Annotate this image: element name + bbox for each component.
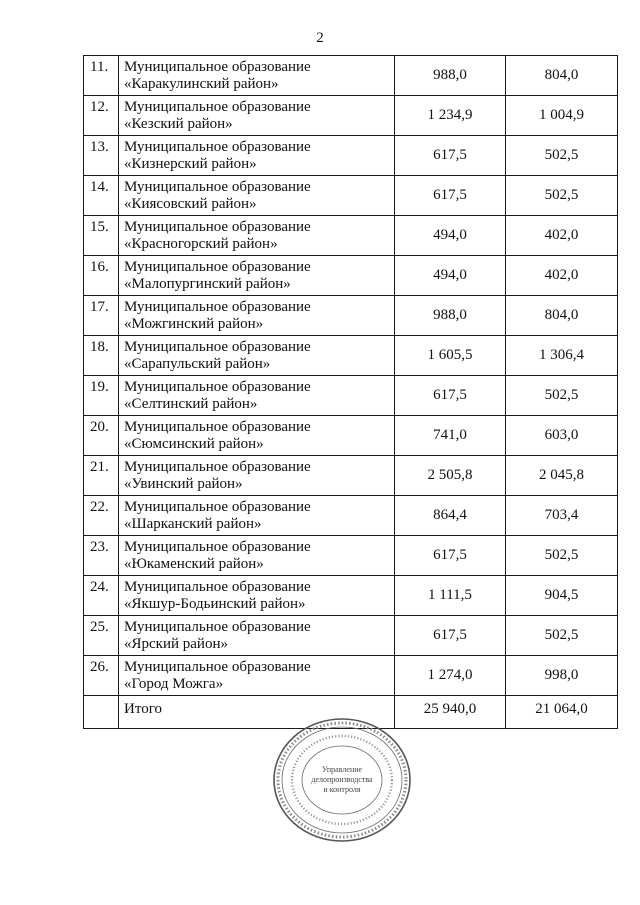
municipality-name: «Можгинский район» (124, 315, 264, 332)
row-value-1: 2 505,8 (395, 456, 506, 496)
row-value-1: 494,0 (395, 216, 506, 256)
row-municipality (119, 496, 395, 536)
row-number: 25. (84, 616, 119, 656)
total-number-cell (84, 696, 119, 729)
row-value-1: 1 274,0 (395, 656, 506, 696)
row-value-1: 617,5 (395, 176, 506, 216)
row-municipality (119, 216, 395, 256)
municipality-name: «Кизнерский район» (124, 155, 257, 172)
table-row (84, 616, 618, 656)
table-row (84, 536, 618, 576)
table-body (84, 56, 618, 729)
row-value-2: 502,5 (506, 616, 618, 656)
seal-line-3: и контроля (323, 785, 361, 794)
row-number: 22. (84, 496, 119, 536)
seal-inner-text (271, 716, 413, 844)
table-row (84, 216, 618, 256)
row-number: 18. (84, 336, 119, 376)
municipality-type: Муниципальное образование (124, 458, 311, 475)
row-value-2: 1 306,4 (506, 336, 618, 376)
table-row (84, 136, 618, 176)
municipality-type: Муниципальное образование (124, 338, 311, 355)
table-row (84, 176, 618, 216)
municipality-name: «Малопургинский район» (124, 275, 291, 292)
budget-table (83, 55, 618, 729)
row-value-2: 402,0 (506, 256, 618, 296)
row-number: 17. (84, 296, 119, 336)
municipality-type: Муниципальное образование (124, 178, 311, 195)
municipality-type: Муниципальное образование (124, 138, 311, 155)
row-value-1: 1 605,5 (395, 336, 506, 376)
row-municipality (119, 456, 395, 496)
seal-line-1: Управление (321, 765, 363, 774)
row-value-2: 502,5 (506, 536, 618, 576)
municipality-type: Муниципальное образование (124, 218, 311, 235)
seal-line-2: делопроизводства (311, 775, 373, 784)
total-value-1: 25 940,0 (395, 696, 506, 729)
row-value-2: 502,5 (506, 376, 618, 416)
municipality-name: «Сюмсинский район» (124, 435, 264, 452)
row-number: 12. (84, 96, 119, 136)
municipality-name: «Якшур-Бодьинский район» (124, 595, 306, 612)
row-number: 16. (84, 256, 119, 296)
municipality-type: Муниципальное образование (124, 538, 311, 555)
row-value-1: 1 234,9 (395, 96, 506, 136)
row-municipality (119, 256, 395, 296)
row-value-1: 988,0 (395, 296, 506, 336)
row-number: 19. (84, 376, 119, 416)
row-number: 13. (84, 136, 119, 176)
row-value-1: 988,0 (395, 56, 506, 96)
municipality-name: «Город Можга» (124, 675, 224, 692)
table-row (84, 336, 618, 376)
municipality-type: Муниципальное образование (124, 658, 311, 675)
municipality-type: Муниципальное образование (124, 58, 311, 75)
table-row (84, 256, 618, 296)
row-municipality (119, 56, 395, 96)
row-number: 26. (84, 656, 119, 696)
table-row (84, 576, 618, 616)
row-value-2: 1 004,9 (506, 96, 618, 136)
row-number: 21. (84, 456, 119, 496)
municipality-type: Муниципальное образование (124, 298, 311, 315)
row-municipality (119, 336, 395, 376)
municipality-name: «Киясовский район» (124, 195, 257, 212)
row-value-2: 603,0 (506, 416, 618, 456)
row-municipality (119, 176, 395, 216)
row-value-1: 864,4 (395, 496, 506, 536)
row-number: 14. (84, 176, 119, 216)
municipality-type: Муниципальное образование (124, 498, 311, 515)
municipality-type: Муниципальное образование (124, 418, 311, 435)
row-value-2: 998,0 (506, 656, 618, 696)
municipality-name: «Ярский район» (124, 635, 228, 652)
municipality-name: «Сарапульский район» (124, 355, 271, 372)
official-seal-stamp (271, 716, 413, 844)
row-number: 15. (84, 216, 119, 256)
table-row (84, 376, 618, 416)
row-value-2: 703,4 (506, 496, 618, 536)
row-value-2: 502,5 (506, 176, 618, 216)
municipality-name: «Каракулинский район» (124, 75, 279, 92)
row-value-2: 904,5 (506, 576, 618, 616)
table-row (84, 416, 618, 456)
row-number: 23. (84, 536, 119, 576)
row-value-1: 1 111,5 (395, 576, 506, 616)
table-row (84, 496, 618, 536)
row-municipality (119, 376, 395, 416)
table-row (84, 96, 618, 136)
municipality-type: Муниципальное образование (124, 378, 311, 395)
table-row (84, 56, 618, 96)
table-row (84, 456, 618, 496)
row-value-2: 804,0 (506, 296, 618, 336)
row-municipality (119, 536, 395, 576)
municipality-name: «Кезский район» (124, 115, 233, 132)
municipality-name: «Селтинский район» (124, 395, 258, 412)
row-value-1: 617,5 (395, 136, 506, 176)
row-value-2: 804,0 (506, 56, 618, 96)
row-municipality (119, 616, 395, 656)
row-municipality (119, 96, 395, 136)
row-value-1: 617,5 (395, 536, 506, 576)
table-row (84, 656, 618, 696)
municipality-type: Муниципальное образование (124, 578, 311, 595)
row-municipality (119, 416, 395, 456)
row-number: 11. (84, 56, 119, 96)
municipality-name: «Юкаменский район» (124, 555, 264, 572)
row-value-1: 617,5 (395, 616, 506, 656)
total-label: Итого (119, 696, 395, 729)
municipality-type: Муниципальное образование (124, 258, 311, 275)
municipality-type: Муниципальное образование (124, 98, 311, 115)
row-value-2: 502,5 (506, 136, 618, 176)
row-value-2: 402,0 (506, 216, 618, 256)
row-number: 24. (84, 576, 119, 616)
row-value-1: 494,0 (395, 256, 506, 296)
table-row (84, 296, 618, 336)
row-municipality (119, 296, 395, 336)
row-number: 20. (84, 416, 119, 456)
page-number: 2 (316, 30, 324, 46)
municipality-type: Муниципальное образование (124, 618, 311, 635)
municipality-name: «Шарканский район» (124, 515, 262, 532)
row-value-2: 2 045,8 (506, 456, 618, 496)
row-value-1: 617,5 (395, 376, 506, 416)
row-municipality (119, 576, 395, 616)
municipality-name: «Увинский район» (124, 475, 243, 492)
row-municipality (119, 656, 395, 696)
row-value-1: 741,0 (395, 416, 506, 456)
total-value-2: 21 064,0 (506, 696, 618, 729)
row-municipality (119, 136, 395, 176)
municipality-name: «Красногорский район» (124, 235, 278, 252)
